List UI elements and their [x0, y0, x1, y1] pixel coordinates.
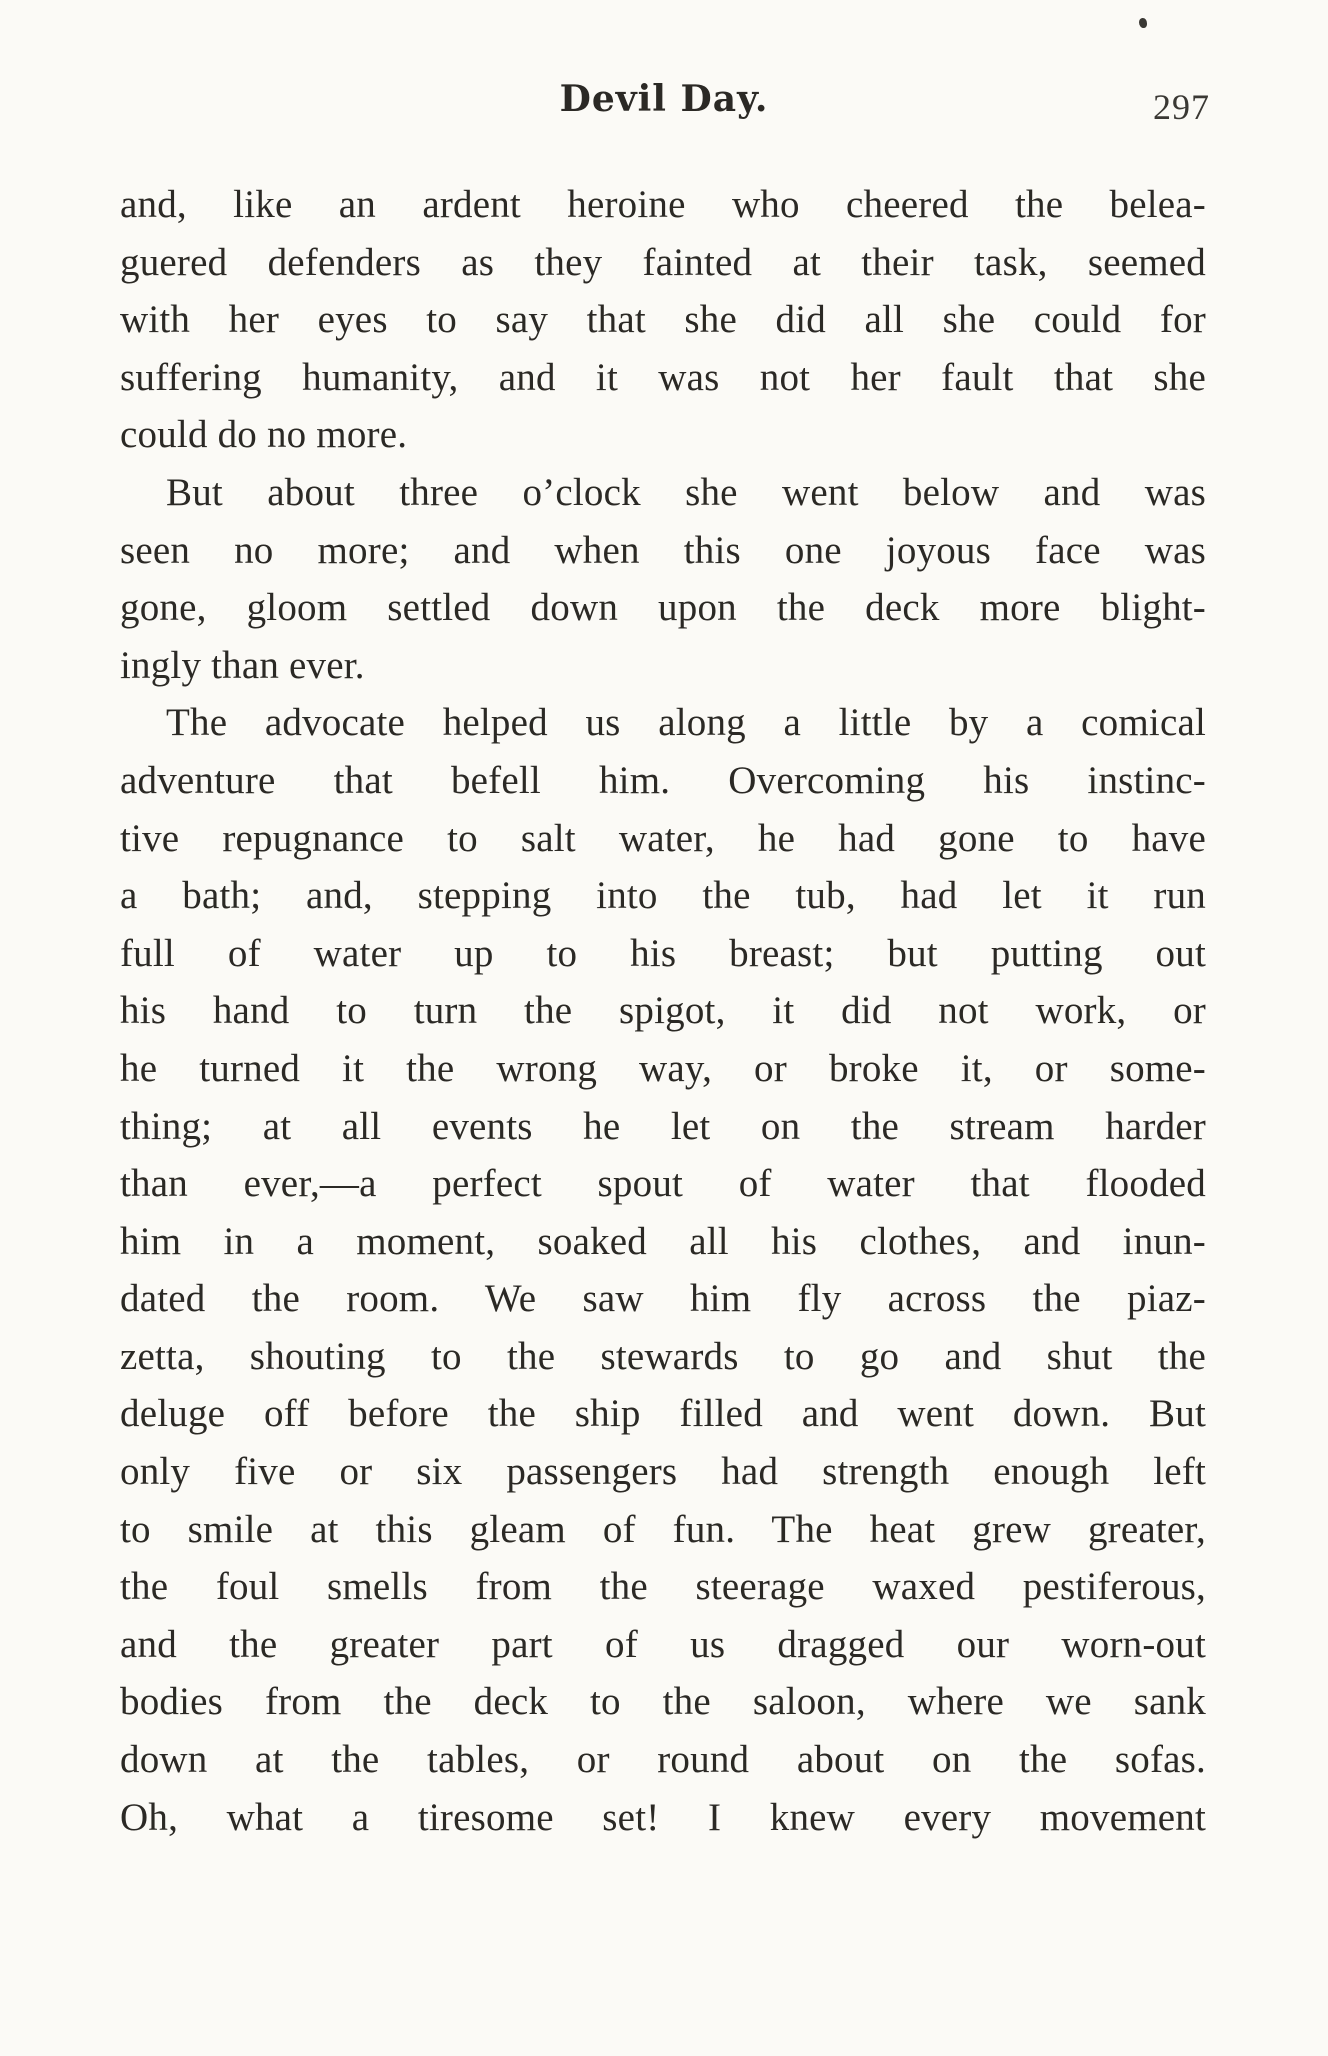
paragraph-first-line: The advocate helped us along a little by a comical	[166, 701, 1206, 745]
text-line: deluge off before the ship filled and went down. But	[120, 1392, 1206, 1436]
text-line: than ever,—a perfect spout of water that flooded	[120, 1162, 1206, 1206]
text-line: bodies from the deck to the saloon, where we sank	[120, 1680, 1206, 1724]
text-line: he turned it the wrong way, or broke it, or some-	[120, 1046, 1206, 1090]
paragraph-first-line: But about three o’clock she went below and was	[166, 470, 1206, 514]
text-line: and the greater part of us dragged our worn-out	[120, 1622, 1206, 1666]
text-line: dated the room. We saw him fly across the piaz-	[120, 1277, 1206, 1321]
text-line: thing; at all events he let on the stream harder	[120, 1104, 1206, 1148]
running-head: Devil Day.	[559, 78, 769, 120]
text-line: and, like an ardent heroine who cheered the belea-	[120, 183, 1206, 226]
ink-speck	[1139, 18, 1147, 28]
text-line: down at the tables, or round about on the sofas.	[120, 1738, 1206, 1782]
paragraph-end-line: could do no more.	[120, 413, 408, 457]
text-line: adventure that befell him. Overcoming his instinc-	[120, 758, 1206, 802]
text-line: seen no more; and when this one joyous face was	[120, 528, 1206, 572]
text-line: guered defenders as they fainted at their task, seemed	[120, 240, 1206, 284]
page-number: 297	[1153, 87, 1210, 127]
text-line: zetta, shouting to the stewards to go and shut the	[120, 1334, 1206, 1378]
text-line: suffering humanity, and it was not her fault that she	[120, 355, 1206, 399]
text-line: his hand to turn the spigot, it did not work, or	[120, 989, 1206, 1033]
text-line: with her eyes to say that she did all she could for	[120, 298, 1206, 342]
text-line: the foul smells from the steerage waxed pestiferous,	[120, 1565, 1206, 1609]
body-text	[120, 176, 1206, 1846]
text-line: tive repugnance to salt water, he had gone to have	[120, 816, 1206, 860]
text-line: to smile at this gleam of fun. The heat grew greater,	[120, 1507, 1206, 1551]
text-line: full of water up to his breast; but putting out	[120, 931, 1206, 975]
paragraph-end-line: ingly than ever.	[120, 643, 365, 687]
text-line: a bath; and, stepping into the tub, had let it run	[120, 874, 1206, 918]
text-line: Oh, what a tiresome set! I knew every movement	[120, 1795, 1206, 1839]
text-line: gone, gloom settled down upon the deck more blight-	[120, 586, 1206, 630]
text-line: only five or six passengers had strength enough left	[120, 1450, 1206, 1494]
text-line: him in a moment, soaked all his clothes, and inun-	[120, 1219, 1206, 1263]
